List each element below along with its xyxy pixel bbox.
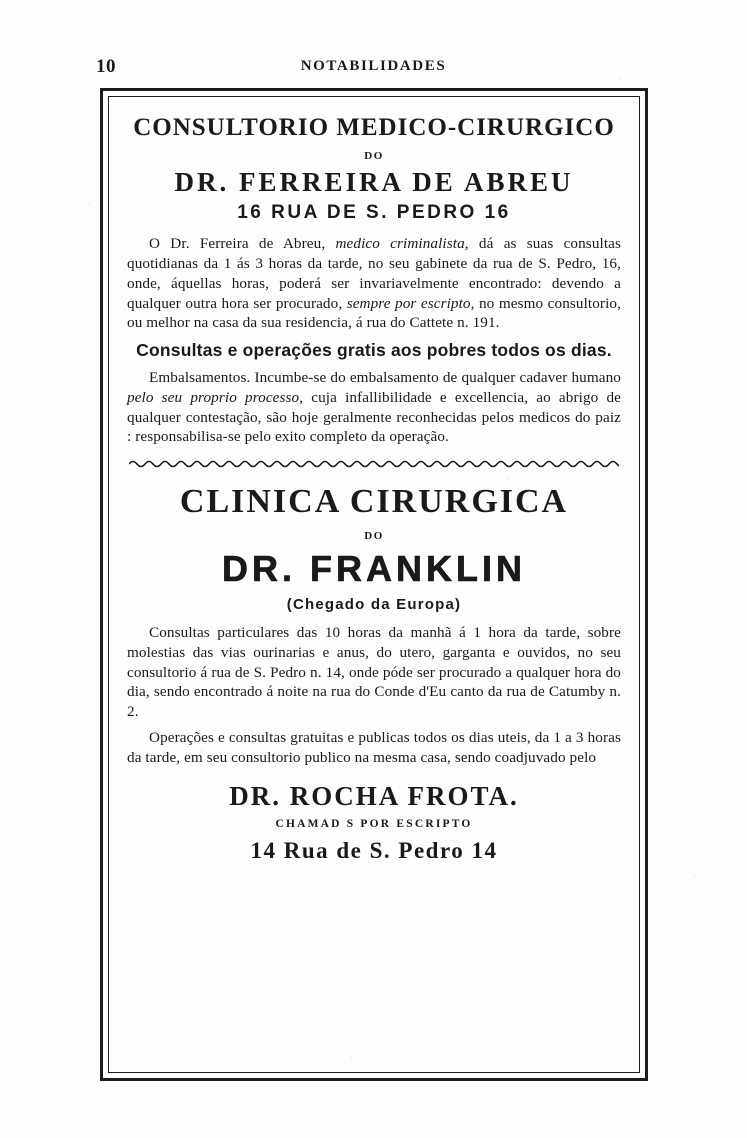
ad-consultorio-medico-cirurgico [127, 115, 621, 447]
ad2-final-address: 14 Rua de S. Pedro 14 [250, 838, 498, 864]
ad2-doctor-name: DR. FRANKLIN [222, 548, 526, 589]
ad2-chamados-note: CHAMAD S POR ESCRIPTO [275, 818, 473, 831]
ad2-do-label: DO [364, 530, 384, 542]
ad1-do-label: DO [364, 150, 384, 163]
ad1-doctor-name: DR. FERREIRA DE ABREU [174, 167, 574, 198]
running-head [0, 56, 747, 78]
advertisement-frame [100, 88, 648, 1081]
ad1-p2-part-b: , cuja infallibilidade e excellencia, ao abrigo de qualquer contestação, são hoje geralmente reconhecidas pelos medicos do paiz : responsabilisa-se pelo exito completo da operação. [127, 388, 621, 446]
ad2-doctor-name-2: DR. ROCHA FROTA. [229, 781, 519, 812]
ad1-embalsamentos-label: Embalsamentos. [149, 369, 251, 386]
ad1-gratis-line: Consultas e operações gratis aos pobres todos os dias. [136, 340, 612, 360]
ad1-p1-italic-1: medico criminalista [335, 235, 465, 253]
ad1-title: CONSULTORIO MEDICO-CIRURGICO [133, 114, 615, 141]
wavy-divider-icon [129, 457, 619, 469]
ad1-paragraph-1 [127, 234, 621, 333]
ad2-paragraph-2: Operações e consultas gratuitas e publicas todos os dias uteis, da 1 a 3 horas da tarde, em seu consultorio publico na mesma casa, sendo coadjuvado pelo [127, 728, 621, 766]
page-number: 10 [96, 56, 116, 77]
ad2-subtitle: (Chegado da Europa) [286, 596, 462, 613]
ad1-paragraph-2 [127, 368, 621, 447]
advertisement-inner-border [108, 96, 640, 1073]
ad1-p2-part-a: Incumbe-se do embalsamento de qualquer cadaver humano [250, 369, 621, 386]
ad1-p1-part-b: , dá as suas consultas quotidianas da 1 ás 3 horas da tarde, no seu gabinete da rua de S. Pedro, 16, onde, áquellas horas, poderá ser invariavelmente encontrado: devendo a qualquer outra hora ser procurado, [127, 235, 621, 312]
ad1-p1-part-c: , no mesmo consultorio, ou melhor na casa da sua residencia, á rua do Cattete n. 191. [127, 294, 621, 332]
ad1-p1-part-a: O Dr. Ferreira de Abreu, [149, 235, 336, 253]
ad2-title: CLINICA CIRURGICA [179, 483, 569, 520]
ad1-address: 16 RUA DE S. PEDRO 16 [237, 202, 511, 224]
ad1-p1-italic-2: sempre por escripto [346, 294, 471, 312]
ad-clinica-cirurgica [127, 483, 621, 864]
ad2-paragraph-1: Consultas particulares das 10 horas da manhã á 1 hora da tarde, sobre molestias das vias ourinarias e anus, do utero, garganta e ouvidos, no seu consultorio á rua de S. Pedro n. 14, onde póde ser procurado a qualquer hora do dia, sendo encontrado á noite na rua do Conde d'Eu canto da rua de Catumby n. 2. [127, 624, 621, 720]
ad1-p2-italic: pelo seu proprio processo [127, 388, 300, 406]
running-head-title: NOTABILIDADES [300, 58, 447, 74]
wavy-divider [129, 457, 619, 469]
